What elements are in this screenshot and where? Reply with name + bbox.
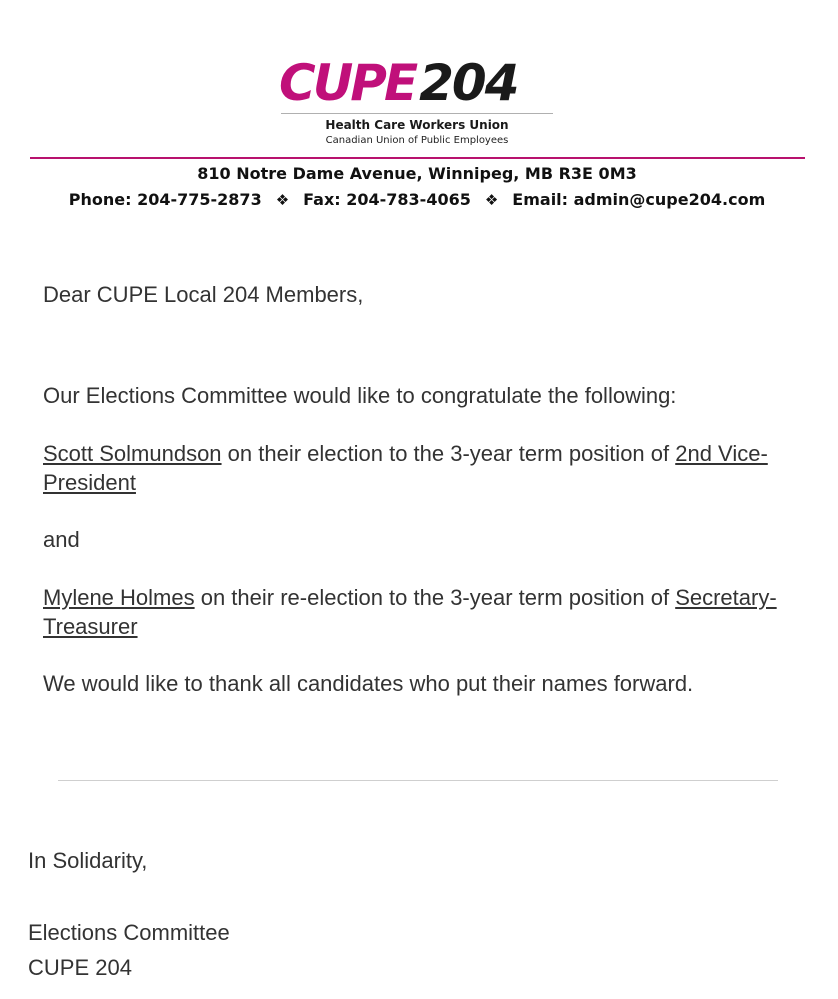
signature-committee: Elections Committee	[28, 920, 230, 945]
union-subtagline: Canadian Union of Public Employees	[325, 135, 509, 146]
section-divider	[58, 780, 778, 781]
letterhead	[0, 0, 838, 220]
intro-paragraph: Our Elections Committee would like to congratulate the following:	[43, 383, 677, 408]
closing: In Solidarity,	[28, 848, 148, 873]
union-address: 810 Notre Dame Avenue, Winnipeg, MB R3E 0M3	[197, 164, 637, 183]
winner-paragraph-2	[43, 583, 793, 641]
winner-name-link[interactable]: Scott Solmundson	[43, 441, 222, 466]
cupe-204-logo	[279, 55, 555, 111]
separator-icon: ❖	[275, 191, 290, 209]
winner-text: on their re-election to the 3-year term position of	[194, 585, 676, 610]
logo-cupe-text: CUPE	[279, 54, 416, 112]
email-address: Email: admin@cupe204.com	[512, 190, 766, 209]
phone-number: Phone: 204-775-2873	[68, 190, 262, 209]
winner-text: on their election to the 3-year term position of	[221, 441, 676, 466]
contact-line	[0, 189, 834, 211]
position-link[interactable]: Secretary-Treasurer	[43, 585, 777, 639]
union-tagline: Health Care Workers Union	[325, 118, 509, 132]
greeting: Dear CUPE Local 204 Members,	[43, 282, 364, 307]
winner-name-link[interactable]: Mylene Holmes	[43, 585, 195, 610]
thanks-paragraph: We would like to thank all candidates who put their names forward.	[43, 671, 694, 696]
logo-divider	[281, 113, 553, 114]
conjunction: and	[43, 527, 80, 552]
winner-paragraph-1	[43, 439, 793, 497]
position-link[interactable]: 2nd Vice-President	[43, 441, 768, 495]
signature-org: CUPE 204	[28, 955, 132, 980]
separator-icon: ❖	[484, 191, 499, 209]
letterhead-divider	[30, 157, 805, 159]
logo-number-text: 204	[419, 54, 518, 112]
fax-number: Fax: 204-783-4065	[303, 190, 471, 209]
